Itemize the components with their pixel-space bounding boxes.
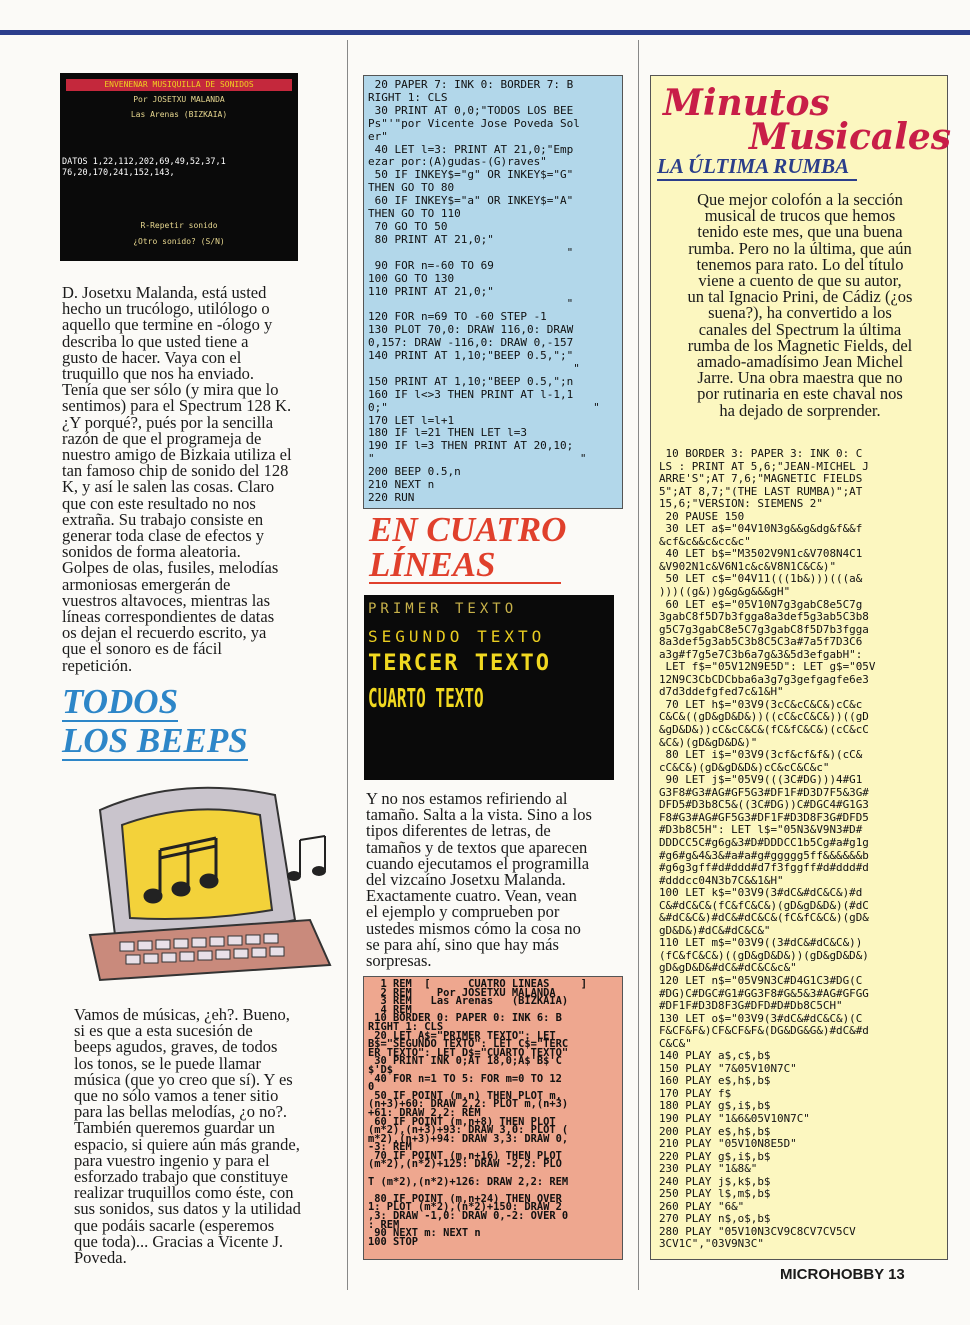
code-line: 170 LET l=l+1: [368, 413, 455, 427]
code-line: 90 LET j$="05V9(((3C#DG)))4#G1: [659, 773, 863, 787]
text-line: D. Josetxu Malanda, está usted: [62, 283, 267, 302]
text-line: ha dejado de sorprender.: [719, 400, 881, 420]
code-line: gD&D&)#dC&#dC&C&": [659, 923, 771, 937]
code-line: F&CF&F&)CF&CF&F&(DG&DG&G&)#dC&#d: [659, 1024, 869, 1038]
screen-data-line-2: 76,20,170,241,152,143,: [62, 168, 175, 178]
text-line: tamaño. Salta a la vista. Sino a los: [366, 805, 592, 825]
text-line: Jarre. Una obra maestra que no: [697, 368, 903, 388]
text-line: sus sonidos, sus datos y la utilidad: [74, 1199, 301, 1219]
text-line: extraña. Su trabajo consiste en: [62, 509, 264, 529]
code-line: 50 IF INKEY$="g" OR INKEY$="G": [368, 168, 574, 182]
code-line: 50 IF POINT (m,n) THEN PLOT m,: [368, 1089, 562, 1102]
code-line: 120 LET n$="05V9N3C#D4G1C3#DG(C: [659, 973, 863, 987]
code-line: RIGHT 1: CLS: [368, 1020, 444, 1033]
code-line: 20 PAPER 7: INK 0: BORDER 7: B: [368, 78, 574, 91]
text-line: vuestros altavoces, mientras las: [62, 590, 271, 610]
text-line: que el sonoro es de fácil: [62, 639, 222, 659]
code-line: G3F8#G3#AG#GF5G3#DF1F#D3D7F5&3G#: [659, 785, 869, 799]
code-line: 230 PLAY "1&8&": [659, 1162, 758, 1176]
code-line: C&C&((gD&gD&D&))((cC&cC&C&))((gD: [659, 710, 869, 724]
code-line: g5C7g3gabC8e5C7g3gabC8f5D7b3fgga: [659, 622, 869, 636]
code-line: Ps"'"por Vicente Jose Poveda Sol: [368, 116, 580, 130]
code-line: #g6#g&4&3&#a#a#g#ggggg5ff&&&&&&b: [659, 848, 869, 862]
code-line: LET f$="05V12N9E5D": LET g$="05V: [659, 660, 876, 674]
text-line: para las bellas melodías, ¿o no?.: [74, 1102, 288, 1122]
text-line: tamaños y de textos que aparecen: [366, 837, 588, 857]
listing-beeps-code: [368, 79, 600, 505]
code-line: 220 RUN: [368, 491, 415, 504]
code-line: 150 PLAY "7&05V10N7C": [659, 1061, 797, 1075]
code-line: a3g#f7g5e7C3b6a7g&3&5d3efgabH":: [659, 647, 863, 661]
text-line: armoniosas emergerán de: [62, 574, 231, 594]
code-line: (n+3)+60: DRAW 2,2: PLOT m,(n+3): [368, 1098, 569, 1111]
code-line: 80 IF POINT (m,n+24) THEN OVER: [368, 1192, 562, 1205]
text-line: tipos diferentes de letras, de: [366, 821, 551, 841]
code-line: 70 LET h$="03V9(3cC&cC&C&)cC&c: [659, 697, 863, 711]
text-line: beeps agudos, graves, de todos: [74, 1037, 278, 1057]
article-beeps-body: [74, 1007, 301, 1266]
screen2-line-1: PRIMER TEXTO: [368, 601, 518, 617]
code-line: #g6g3gff#d#ddd#d7f3fggff#d#ddd#d: [659, 861, 869, 875]
text-line: ¿Y porqué?, pués por la sencilla: [62, 412, 274, 432]
code-line: 160 PLAY e$,h$,b$: [659, 1074, 771, 1088]
text-line: canales del Spectrum la última: [698, 319, 902, 339]
code-line: ": [368, 297, 574, 311]
code-line: #dddcc04N3b7C&&1&H": [659, 873, 784, 887]
code-line: 90 FOR n=-60 TO 69: [368, 258, 494, 272]
code-line: 220 PLAY g$,i$,b$: [659, 1149, 771, 1163]
code-line: 40 LET b$="M3502V9N1c&V708N4C1: [659, 547, 863, 561]
text-line: del vizcaíno Josetxu Malanda.: [366, 870, 566, 890]
heading-todos-los-beeps: [62, 684, 248, 761]
code-line: er": [368, 129, 388, 143]
screenshot-sound-program: [60, 73, 298, 261]
code-line: DDDCC5C#g6g&3#D#DDDCC1b5Cg#a#g1g: [659, 835, 869, 849]
code-line: 3 REM Las Arenas (BIZKAIA): [368, 995, 569, 1008]
code-line: 1 REM [ CUATRO LINEAS ]: [368, 978, 587, 990]
code-line: 20 PAUSE 150: [659, 509, 745, 523]
code-line: 10 BORDER 0: PAPER 0: INK 6: B: [368, 1012, 562, 1025]
text-line: Poveda.: [74, 1248, 127, 1268]
code-line: 260 PLAY "6&": [659, 1199, 745, 1213]
code-line: 130 LET o$="03V9(3#dC&#dC&C&)(C: [659, 1011, 863, 1025]
code-line: 0,157: DRAW -116,0: DRAW 0,-157: [368, 336, 574, 350]
text-line: Vamos de músicas, ¿eh?. Bueno,: [74, 1005, 290, 1024]
code-line: 30 LET a$="04V10N3g&&g&dg&f&&f: [659, 522, 863, 536]
code-line: ": [368, 245, 574, 259]
listing-todos-los-beeps: [363, 75, 623, 509]
column-rule-left: [347, 40, 348, 1290]
text-line: amado-amadísimo Jean Michel: [696, 352, 904, 372]
code-line: ezar por:(A)gudas-(G)raves": [368, 155, 547, 169]
code-line: #D3b8C5H": LET l$="05N3&V9N3#D#: [659, 823, 863, 837]
text-line: espacio, si quiere aún más grande,: [74, 1134, 300, 1154]
text-line: rumba de los Magnetic Fields, del: [687, 335, 913, 355]
text-line: se para ahí, sino que hay más: [366, 934, 559, 954]
heading-en-cuatro-lineas: [369, 512, 566, 584]
code-line: 190 IF l=3 THEN PRINT AT 20,10;: [368, 439, 574, 453]
text-line: Golpes de olas, fusiles, melodías: [62, 558, 279, 578]
top-color-bar: [0, 30, 970, 35]
text-line: realizar truquillos como éste, con: [74, 1183, 294, 1203]
screen-other-line: ¿Otro sonido? (S/N): [133, 237, 225, 246]
footer-page-number: 13: [888, 1266, 905, 1283]
code-line: C&#dC&C&(fC&fC&C&)(gD&gD&D&)(#dC: [659, 898, 869, 912]
text-line: si es que a esta sucesión de: [74, 1021, 253, 1041]
text-line: sorpresas.: [366, 951, 432, 971]
code-line: m*2),(n+3)+94: DRAW 3,3: DRAW 0,: [368, 1132, 569, 1145]
code-line: 120 FOR n=69 TO -60 STEP -1: [368, 310, 547, 324]
screen-title-bar: ENVENENAR MUSIQUILLA DE SONIDOS: [66, 79, 292, 91]
text-line: tenido este mes, que una buena: [697, 222, 903, 242]
code-line: 10 BORDER 3: PAPER 3: INK 0: C: [659, 447, 863, 460]
code-line: : REM: [368, 1218, 400, 1231]
code-line: 190 PLAY "1&6&05V10N7C": [659, 1111, 810, 1125]
text-line: viene a cuento de que su autor,: [698, 271, 902, 291]
text-line: por rutinaria en este chaval nos: [697, 384, 903, 404]
text-line: rumba. Pero no la última, que aún: [688, 238, 912, 258]
text-line: líneas correspondientes de datas: [62, 607, 275, 627]
code-line: (fC&fC&C&)((gD&gD&D&))(gD&gD&D&): [659, 948, 869, 962]
code-line: 110 LET m$="03V9((3#dC&#dC&C&)): [659, 936, 863, 950]
screen2-line-2: SEGUNDO TEXTO: [368, 627, 546, 646]
code-line: 80 LET i$="03V9(3cf&cf&f&)(cC&: [659, 748, 863, 762]
code-line: 140 PLAY a$,c$,b$: [659, 1049, 771, 1063]
minutos-listing-code: [659, 448, 875, 1251]
text-line: tenemos para rato. Lo del título: [696, 254, 904, 274]
code-line: T (m*2),(n*2)+126: DRAW 2,2: REM: [368, 1175, 569, 1188]
code-line: 60 IF INKEY$="a" OR INKEY$="A": [368, 194, 574, 208]
text-line: gusto de hacer. Vaya con el: [62, 347, 242, 367]
code-line: 160 IF l<>3 THEN PRINT AT l-1,1: [368, 387, 574, 401]
code-line: &cf&c&&c&cc&c": [659, 534, 751, 548]
text-line: el ejemplo y comprueben por: [366, 902, 560, 922]
code-line: 130 PLOT 70,0: DRAW 116,0: DRAW: [368, 323, 574, 337]
code-line: &#dC&C&)#dC&#dC&C&(fC&fC&C&)(gD&: [659, 911, 869, 925]
heading-cuatro-line-2: LÍNEAS: [369, 547, 561, 584]
code-line: 0;" ": [368, 400, 600, 414]
text-line: K, y así le salen las cosas. Claro: [62, 477, 275, 497]
code-line: B$="SEGUNDO TEXTO": LET C$="TERC: [368, 1038, 569, 1051]
code-line: 200 PLAY e$,h$,b$: [659, 1124, 771, 1138]
code-line: 100 GO TO 130: [368, 271, 455, 285]
code-line: 270 PLAY n$,o$,b$: [659, 1212, 771, 1226]
listing-cuatro-code: [368, 980, 587, 1246]
code-line: C&C&": [659, 1036, 692, 1050]
text-line: generar toda clase de efectos y: [62, 526, 265, 546]
computer-music-illustration: [60, 770, 345, 990]
footer-magazine: MICROHOBBY: [780, 1266, 884, 1283]
code-line: 60 LET e$="05V10N7g3gabC8e5C7g: [659, 597, 863, 611]
code-line: 15,6;"VERSION: SIEMENS 2": [659, 497, 823, 511]
code-line: 180 IF l=21 THEN LET l=3: [368, 426, 527, 440]
code-line: LS : PRINT AT 5,6;"JEAN-MICHEL J: [659, 459, 869, 473]
text-line: hecho un trucólogo, utilólogo o: [62, 299, 270, 319]
text-line: truquillo que nos ha enviado.: [62, 364, 255, 384]
code-line: ARRE'S";AT 7,6;"MAGNETIC FIELDS: [659, 472, 863, 486]
article-cuatro-body: [366, 791, 592, 969]
text-line: También queremos guardar un: [74, 1118, 275, 1138]
code-line: 80 PRINT AT 21,0;": [368, 232, 494, 246]
text-line: para vuestro ingenio y para el: [74, 1150, 270, 1170]
text-line: Y no nos estamos refiriendo al: [366, 789, 568, 808]
heading-todos-line-1: TODOS: [62, 682, 179, 721]
code-line: ,3: DRAW -1,0: DRAW 0,-2: OVER 0: [368, 1210, 569, 1223]
screen-repeat-line: R-Repetir sonido: [140, 221, 218, 230]
heading-cuatro-line-1: EN CUATRO: [369, 510, 567, 549]
code-line: 4 REM: [368, 1003, 412, 1016]
code-line: #DG)C#DGC#G1#GG3F8#G&5&3#AG#GFGG: [659, 986, 869, 1000]
code-line: 20 LET A$="PRIMER TEXTO": LET: [368, 1029, 556, 1042]
code-line: 40 LET l=3: PRINT AT 21,0;"Emp: [368, 142, 574, 156]
text-line: describa lo que usted tiene a: [62, 331, 249, 351]
minutos-title-1: Minutos: [663, 82, 830, 124]
text-line: que no sólo vamos a tener sitio: [74, 1086, 279, 1106]
code-line: F8#G3#AG#GF5G3#DF1F#D3D8F3G#DFD5: [659, 810, 869, 824]
code-line: 60 IF POINT (m,n+8) THEN PLOT: [368, 1115, 556, 1128]
code-line: " ": [368, 452, 587, 466]
code-line: (m*2),(n+3)+93: DRAW 3,0: PLOT (: [368, 1124, 569, 1137]
text-line: que con este resultado no nos: [62, 493, 256, 513]
text-line: os dejan el recuerdo escrito, ya: [62, 623, 267, 643]
code-line: &gD&D&))cC&cC&C&(fC&fC&C&)(cC&cC: [659, 723, 869, 737]
code-line: 2 REM Por JOSETXU MALANDA: [368, 986, 556, 999]
code-line: 40 FOR n=1 TO 5: FOR m=0 TO 12: [368, 1072, 562, 1085]
code-line: 12N9C3CbCDCbba6a3g7g3gefgagfe6e3: [659, 672, 869, 686]
page-footer: [780, 1266, 905, 1283]
code-line: 200 BEEP 0.5,n: [368, 465, 461, 479]
listing-en-cuatro-lineas: [363, 976, 623, 1260]
article-malanda-body: [62, 285, 292, 674]
screen2-line-3: TERCER TEXTO: [368, 651, 551, 676]
code-line: #DF1F#D3D8F3G#DFD#D#Db8C5CH": [659, 999, 843, 1013]
text-line: razón de que el programeja de: [62, 428, 262, 448]
text-line: suena?), ha convertido a los: [708, 303, 892, 323]
screenshot-cuatro-textos: [364, 595, 614, 780]
text-line: un tal Ignacio Prini, de Cádiz (¿os: [687, 287, 913, 307]
text-line: Exactamente cuatro. Vean, vean: [366, 886, 577, 906]
code-line: 1: PLOT (m*2),(n*2)+150: DRAW 2: [368, 1201, 562, 1214]
code-line: 0: [368, 1081, 375, 1094]
column-rule-right: [638, 40, 639, 1290]
code-line: &C&)(gD&gD&D&)": [659, 735, 758, 749]
code-line: RIGHT 1: CLS: [368, 90, 448, 104]
code-line: cC&C&)(gD&gD&D&)cC&cC&C&c": [659, 760, 830, 774]
code-line: 90 NEXT m: NEXT n: [368, 1227, 481, 1240]
code-line: 280 PLAY "05V10N3CV9C8CV7CV5CV: [659, 1224, 856, 1238]
code-line: 50 LET c$="04V11(((1b&)))(((a&: [659, 572, 863, 586]
screen2-line-4: CUARTO TEXTO: [368, 683, 484, 714]
text-line: sentimos) para el Spectrum 128 K.: [62, 396, 292, 416]
code-line: $'D$: [368, 1063, 394, 1076]
text-line: los tonos, se le puede llamar: [74, 1053, 261, 1073]
text-line: repetición.: [62, 655, 133, 675]
code-line: 210 NEXT n: [368, 478, 435, 492]
code-line: 250 PLAY l$,m$,b$: [659, 1187, 771, 1201]
minutos-subtitle: LA ÚLTIMA RUMBA: [657, 154, 857, 181]
text-line: ustedes mismos cómo la cosa no: [366, 918, 581, 938]
screen-author-line: Por JOSETXU MALANDA: [133, 95, 225, 104]
code-line: ER TEXTO": LET D$="CUARTO TEXTO": [368, 1046, 569, 1059]
code-line: )))((g&))g&g&g&&&gH": [659, 585, 791, 599]
text-line: que podáis sacarle (esperemos: [74, 1215, 275, 1235]
code-line: 150 PRINT AT 1,10;"BEEP 0.5,";n: [368, 374, 574, 388]
text-line: Tenía que ser sólo (y mira que lo: [62, 380, 279, 400]
minutos-body: [665, 192, 935, 419]
code-line: 3gabC8f5D7b3fgga8a3def5g3ab5C3b8: [659, 610, 869, 624]
code-line: THEN GO TO 110: [368, 207, 461, 221]
text-line: esforzado trabajo que constituye: [74, 1167, 288, 1187]
text-line: nuestro amigo de Bizkaia utiliza el: [62, 445, 292, 465]
text-line: tan famoso chip de sonido del 128: [62, 461, 289, 481]
text-line: sonidos de forma aleatoria.: [62, 542, 241, 562]
code-line: 110 PRINT AT 21,0;": [368, 284, 494, 298]
screen-data-line-1: DATOS 1,22,112,202,69,49,52,37,1: [62, 157, 226, 167]
code-line: 70 IF POINT (m,n+16) THEN PLOT: [368, 1149, 562, 1162]
code-line: THEN GO TO 80: [368, 181, 455, 195]
text-line: música (que yo creo que sí). Y es: [74, 1069, 293, 1089]
code-line: 210 PLAY "05V10N8E5D": [659, 1137, 797, 1151]
code-line: &V902N1c&V6N1c&c&V8N1C&C&)": [659, 559, 837, 573]
code-line: 3CV1C","03V9N3C": [659, 1237, 764, 1251]
text-line: aquello que termine en -ólogo y: [62, 315, 273, 335]
code-line: 30 PRINT INK 0;AT 18,0;A$'B$'C: [368, 1055, 562, 1068]
code-line: (m*2),(n*2)+125: DRAW -2,2: PLO: [368, 1158, 562, 1171]
code-line: -3: REM: [368, 1141, 412, 1154]
code-line: +61: DRAW 2,2: REM: [368, 1106, 481, 1119]
text-line: musical de trucos que hemos: [704, 206, 896, 226]
code-line: 8a3def5g3ab5C3b8C5C3a#7a5f7D3C6: [659, 635, 863, 649]
code-line: 170 PLAY f$: [659, 1086, 732, 1100]
text-line: cuando ejecutamos el programilla: [366, 853, 590, 873]
code-line: 140 PRINT AT 1,10;"BEEP 0.5,";": [368, 349, 574, 363]
minutos-title-2: Musicales: [749, 116, 952, 158]
code-line: 180 PLAY g$,i$,b$: [659, 1099, 771, 1113]
screen-location-line: Las Arenas (BIZKAIA): [130, 110, 228, 119]
code-line: 240 PLAY j$,k$,b$: [659, 1174, 771, 1188]
code-line: 5";AT 8,7;"(THE LAST RUMBA)";AT: [659, 484, 863, 498]
text-line: Que mejor colofón a la sección: [697, 190, 903, 209]
code-line: 70 GO TO 50: [368, 219, 448, 233]
code-line: gD&gD&D&#dC&#dC&C&c&": [659, 961, 797, 975]
code-line: 100 LET k$="03V9(3#dC&#dC&C&)#d: [659, 886, 863, 900]
minutos-musicales-box: [650, 75, 952, 1260]
code-line: d7d3ddefgfed7c&1&H": [659, 685, 784, 699]
code-line: 30 PRINT AT 0,0;"TODOS LOS BEE: [368, 103, 574, 117]
text-line: que toda)... Gracias a Vicente J.: [74, 1231, 283, 1251]
code-line: ": [368, 361, 580, 375]
code-line: 100 STOP: [368, 1235, 419, 1248]
code-line: DFD5#D3b8C5&((3C#DG))C#DGC4#G1G3: [659, 798, 869, 812]
heading-todos-line-2: LOS BEEPS: [62, 721, 248, 760]
